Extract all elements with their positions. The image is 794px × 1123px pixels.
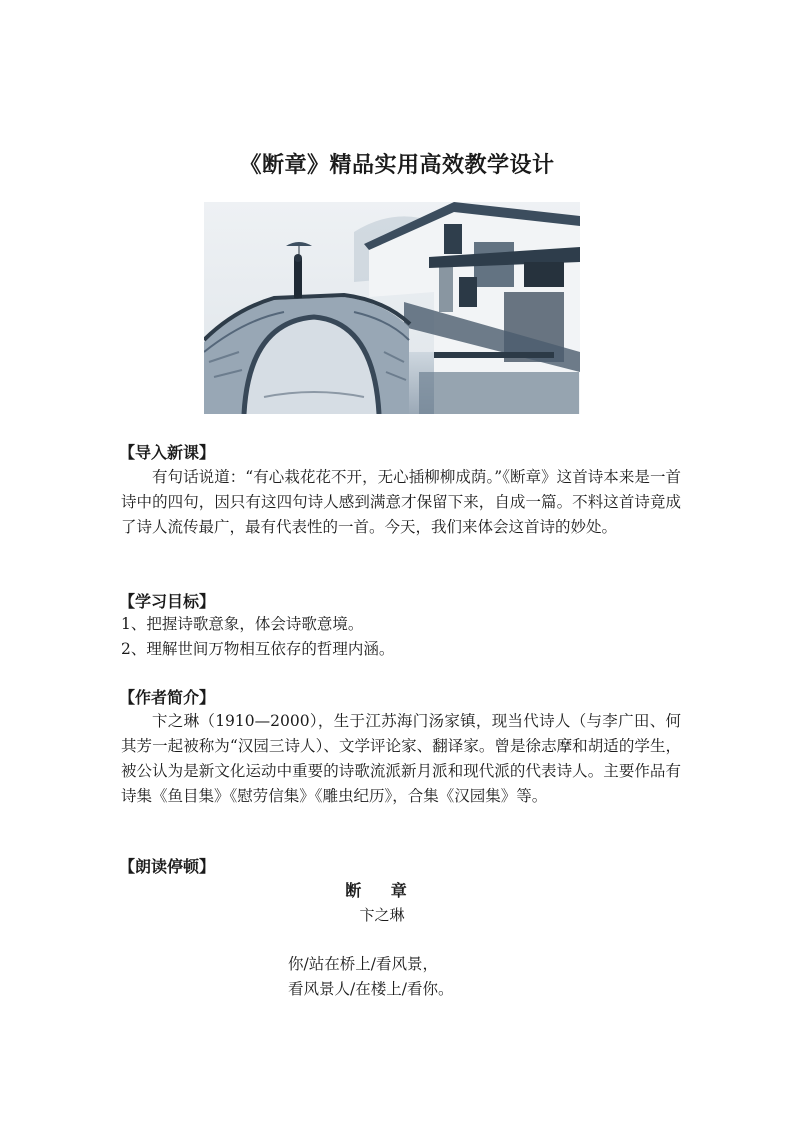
goal-item-2: 2、理解世间万物相互依存的哲理内涵。 xyxy=(121,640,395,658)
poem-line-1: 你/站在桥上/看风景， xyxy=(288,955,438,973)
author-paragraph: 卞之琳（1910—2000），生于江苏海门汤家镇，现当代诗人（与李广田、何其芳一起被称为“汉园三诗人）、文学评论家、翻译家。曾是徐志摩和胡适的学生，被公认为是新文化运动中重要的诗歌流派新月派和现代派的代表诗人。主要作品有诗集《鱼目集》《慰劳信集》《雕虫纪历》，合集《汉园集》等。 xyxy=(121,712,681,805)
intro-paragraph: 有句话说道：“有心栽花花不开，无心插柳柳成荫。”《断章》这首诗本来是一首诗中的四句，因只有这四句诗人感到满意才保留下来，自成一篇。不料这首诗竟成了诗人流传最广，最有代表性的一首。今天，我们来体会这首诗的妙处。 xyxy=(121,468,681,536)
poem-title: 断 章 xyxy=(345,881,419,900)
bridge-house-painting xyxy=(204,202,580,414)
poem-line-2: 看风景人/在楼上/看你。 xyxy=(288,980,454,998)
ink-painting-illustration xyxy=(204,202,580,414)
goals-heading: 【学习目标】 xyxy=(119,592,216,611)
goal-item-1: 1、把握诗歌意象，体会诗歌意境。 xyxy=(121,615,364,633)
poem-author: 卞之琳 xyxy=(359,906,405,924)
reading-heading: 【朗读停顿】 xyxy=(119,857,216,876)
author-heading: 【作者简介】 xyxy=(119,688,216,707)
document-title: 《断章》精品实用高效教学设计 xyxy=(239,152,555,178)
intro-heading: 【导入新课】 xyxy=(119,443,216,462)
